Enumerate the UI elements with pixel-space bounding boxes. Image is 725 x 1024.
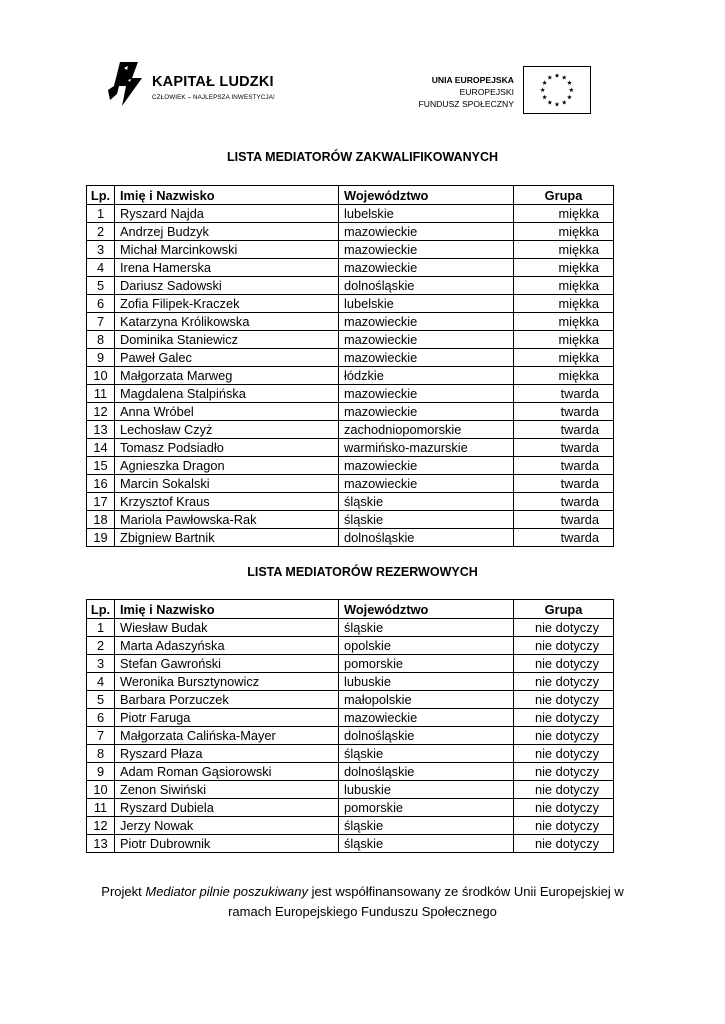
cell-lp: 19	[87, 529, 115, 547]
cell-name: Piotr Faruga	[115, 709, 339, 727]
cell-voivodeship: śląskie	[339, 835, 514, 853]
reserve-mediators-table	[86, 599, 614, 853]
cell-name: Dominika Staniewicz	[115, 331, 339, 349]
cell-lp: 11	[87, 385, 115, 403]
cell-name: Adam Roman Gąsiorowski	[115, 763, 339, 781]
cell-lp: 8	[87, 745, 115, 763]
cell-group: nie dotyczy	[514, 691, 614, 709]
cell-group: nie dotyczy	[514, 763, 614, 781]
cell-voivodeship: zachodniopomorskie	[339, 421, 514, 439]
table-row	[87, 493, 614, 511]
cell-lp: 4	[87, 673, 115, 691]
qualified-list-title: LISTA MEDIATORÓW ZAKWALIFIKOWANYCH	[226, 150, 499, 164]
cell-lp: 14	[87, 439, 115, 457]
cell-name: Jerzy Nowak	[115, 817, 339, 835]
cell-voivodeship: dolnośląskie	[339, 763, 514, 781]
cell-group: miękka	[514, 331, 614, 349]
kapital-ludzki-tagline: CZŁOWIEK – NAJLEPSZA INWESTYCJA!	[152, 94, 275, 101]
footer-note	[0, 882, 725, 922]
eu-logo-text	[419, 74, 515, 110]
cell-name: Agnieszka Dragon	[115, 457, 339, 475]
kapital-ludzki-name: KAPITAŁ LUDZKI	[152, 74, 274, 90]
column-header-name: Imię i Nazwisko	[115, 186, 339, 205]
cell-voivodeship: warmińsko-mazurskie	[339, 439, 514, 457]
table-row	[87, 637, 614, 655]
footer-suffix: jest współfinansowany ze środków Unii Europejskiej w	[307, 884, 624, 899]
cell-group: twarda	[514, 511, 614, 529]
table-row	[87, 367, 614, 385]
star-icon	[567, 95, 572, 100]
cell-name: Weronika Bursztynowicz	[115, 673, 339, 691]
cell-voivodeship: pomorskie	[339, 799, 514, 817]
cell-group: nie dotyczy	[514, 709, 614, 727]
eu-logo-line2: EUROPEJSKI	[459, 87, 514, 97]
cell-name: Piotr Dubrownik	[115, 835, 339, 853]
cell-voivodeship: mazowieckie	[339, 709, 514, 727]
cell-voivodeship: dolnośląskie	[339, 727, 514, 745]
cell-voivodeship: śląskie	[339, 745, 514, 763]
column-header-name: Imię i Nazwisko	[115, 600, 339, 619]
kapital-ludzki-logo	[108, 60, 278, 110]
cell-lp: 2	[87, 637, 115, 655]
column-header-group: Grupa	[514, 600, 614, 619]
star-icon	[547, 100, 552, 105]
cell-group: nie dotyczy	[514, 673, 614, 691]
table-row	[87, 799, 614, 817]
cell-group: miękka	[514, 367, 614, 385]
cell-lp: 4	[87, 259, 115, 277]
table-header-row	[87, 600, 614, 619]
eu-logo-line1: UNIA EUROPEJSKA	[431, 75, 514, 85]
cell-group: nie dotyczy	[514, 655, 614, 673]
cell-name: Andrzej Budzyk	[115, 223, 339, 241]
cell-group: twarda	[514, 421, 614, 439]
cell-lp: 12	[87, 403, 115, 421]
column-header-lp: Lp.	[87, 600, 115, 619]
cell-voivodeship: dolnośląskie	[339, 277, 514, 295]
cell-lp: 8	[87, 331, 115, 349]
table-row	[87, 511, 614, 529]
table-row	[87, 421, 614, 439]
cell-name: Mariola Pawłowska-Rak	[115, 511, 339, 529]
cell-name: Małgorzata Calińska-Mayer	[115, 727, 339, 745]
cell-group: nie dotyczy	[514, 799, 614, 817]
table-row	[87, 277, 614, 295]
qualified-table-body	[87, 205, 614, 547]
table-row	[87, 313, 614, 331]
cell-voivodeship: mazowieckie	[339, 385, 514, 403]
table-row	[87, 781, 614, 799]
reserve-table-body	[87, 619, 614, 853]
cell-group: miękka	[514, 295, 614, 313]
kapital-ludzki-logo-icon	[108, 60, 146, 108]
table-row	[87, 619, 614, 637]
cell-lp: 6	[87, 295, 115, 313]
table-header-row	[87, 186, 614, 205]
cell-group: miękka	[514, 259, 614, 277]
cell-name: Anna Wróbel	[115, 403, 339, 421]
cell-lp: 2	[87, 223, 115, 241]
cell-name: Ryszard Najda	[115, 205, 339, 223]
cell-name: Krzysztof Kraus	[115, 493, 339, 511]
footer-line1	[0, 882, 725, 902]
cell-voivodeship: śląskie	[339, 511, 514, 529]
cell-lp: 16	[87, 475, 115, 493]
cell-voivodeship: lubuskie	[339, 673, 514, 691]
star-icon	[567, 80, 572, 85]
cell-name: Wiesław Budak	[115, 619, 339, 637]
cell-name: Marta Adaszyńska	[115, 637, 339, 655]
cell-group: twarda	[514, 385, 614, 403]
cell-lp: 1	[87, 619, 115, 637]
cell-name: Ryszard Dubiela	[115, 799, 339, 817]
cell-group: miękka	[514, 223, 614, 241]
column-header-lp: Lp.	[87, 186, 115, 205]
cell-group: twarda	[514, 403, 614, 421]
cell-group: nie dotyczy	[514, 817, 614, 835]
cell-voivodeship: śląskie	[339, 817, 514, 835]
cell-voivodeship: mazowieckie	[339, 349, 514, 367]
cell-voivodeship: śląskie	[339, 619, 514, 637]
cell-group: nie dotyczy	[514, 835, 614, 853]
cell-group: twarda	[514, 529, 614, 547]
table-row	[87, 655, 614, 673]
cell-lp: 7	[87, 727, 115, 745]
cell-voivodeship: lubelskie	[339, 205, 514, 223]
cell-lp: 10	[87, 367, 115, 385]
table-row	[87, 403, 614, 421]
cell-group: miękka	[514, 313, 614, 331]
footer-line2: ramach Europejskiego Funduszu Społecznego	[228, 904, 497, 919]
cell-name: Małgorzata Marweg	[115, 367, 339, 385]
cell-voivodeship: mazowieckie	[339, 259, 514, 277]
cell-lp: 11	[87, 799, 115, 817]
cell-voivodeship: łódzkie	[339, 367, 514, 385]
cell-group: nie dotyczy	[514, 637, 614, 655]
table-row	[87, 331, 614, 349]
cell-group: miękka	[514, 277, 614, 295]
cell-lp: 12	[87, 817, 115, 835]
cell-voivodeship: małopolskie	[339, 691, 514, 709]
star-icon	[547, 75, 552, 80]
table-row	[87, 745, 614, 763]
cell-lp: 3	[87, 655, 115, 673]
cell-name: Irena Hamerska	[115, 259, 339, 277]
table-row	[87, 223, 614, 241]
eu-flag-icon	[523, 66, 591, 114]
cell-name: Lechosław Czyż	[115, 421, 339, 439]
cell-group: miękka	[514, 349, 614, 367]
cell-lp: 18	[87, 511, 115, 529]
cell-group: miękka	[514, 241, 614, 259]
cell-name: Tomasz Podsiadło	[115, 439, 339, 457]
reserve-list-title: LISTA MEDIATORÓW REZERWOWYCH	[247, 565, 478, 579]
table-row	[87, 709, 614, 727]
star-icon	[555, 73, 560, 78]
cell-name: Zenon Siwiński	[115, 781, 339, 799]
cell-voivodeship: mazowieckie	[339, 403, 514, 421]
cell-name: Katarzyna Królikowska	[115, 313, 339, 331]
cell-voivodeship: opolskie	[339, 637, 514, 655]
table-row	[87, 439, 614, 457]
qualified-mediators-table	[86, 185, 614, 547]
footer-project-name: Mediator pilnie poszukiwany	[145, 884, 308, 899]
cell-group: twarda	[514, 475, 614, 493]
table-row	[87, 529, 614, 547]
cell-group: nie dotyczy	[514, 781, 614, 799]
star-icon	[540, 88, 545, 93]
cell-voivodeship: śląskie	[339, 493, 514, 511]
table-row	[87, 295, 614, 313]
cell-voivodeship: mazowieckie	[339, 475, 514, 493]
cell-voivodeship: mazowieckie	[339, 331, 514, 349]
cell-name: Zofia Filipek-Kraczek	[115, 295, 339, 313]
cell-voivodeship: dolnośląskie	[339, 529, 514, 547]
cell-name: Barbara Porzuczek	[115, 691, 339, 709]
cell-lp: 7	[87, 313, 115, 331]
table-row	[87, 205, 614, 223]
cell-group: nie dotyczy	[514, 745, 614, 763]
cell-group: twarda	[514, 493, 614, 511]
cell-group: twarda	[514, 439, 614, 457]
cell-group: nie dotyczy	[514, 619, 614, 637]
star-icon	[555, 102, 560, 107]
cell-name: Michał Marcinkowski	[115, 241, 339, 259]
cell-lp: 17	[87, 493, 115, 511]
table-row	[87, 691, 614, 709]
cell-name: Paweł Galec	[115, 349, 339, 367]
table-row	[87, 727, 614, 745]
cell-voivodeship: mazowieckie	[339, 241, 514, 259]
cell-name: Ryszard Płaza	[115, 745, 339, 763]
table-row	[87, 763, 614, 781]
cell-group: nie dotyczy	[514, 727, 614, 745]
eu-logo-line3: FUNDUSZ SPOŁECZNY	[418, 99, 514, 109]
table-row	[87, 457, 614, 475]
cell-voivodeship: lubelskie	[339, 295, 514, 313]
star-icon	[562, 100, 567, 105]
star-icon	[562, 75, 567, 80]
cell-lp: 3	[87, 241, 115, 259]
cell-voivodeship: lubuskie	[339, 781, 514, 799]
table-row	[87, 835, 614, 853]
cell-lp: 9	[87, 763, 115, 781]
eu-logo	[420, 66, 592, 114]
star-icon	[569, 88, 574, 93]
cell-lp: 6	[87, 709, 115, 727]
star-icon	[542, 95, 547, 100]
eu-stars	[540, 73, 573, 106]
cell-name: Magdalena Stalpińska	[115, 385, 339, 403]
cell-lp: 5	[87, 691, 115, 709]
table-row	[87, 475, 614, 493]
cell-voivodeship: mazowieckie	[339, 457, 514, 475]
cell-voivodeship: mazowieckie	[339, 223, 514, 241]
cell-group: miękka	[514, 205, 614, 223]
cell-name: Marcin Sokalski	[115, 475, 339, 493]
table-row	[87, 241, 614, 259]
cell-lp: 13	[87, 421, 115, 439]
cell-name: Zbigniew Bartnik	[115, 529, 339, 547]
star-icon	[542, 80, 547, 85]
cell-voivodeship: mazowieckie	[339, 313, 514, 331]
cell-name: Dariusz Sadowski	[115, 277, 339, 295]
table-row	[87, 385, 614, 403]
cell-lp: 9	[87, 349, 115, 367]
cell-lp: 15	[87, 457, 115, 475]
column-header-voivodeship: Województwo	[339, 600, 514, 619]
cell-lp: 1	[87, 205, 115, 223]
cell-group: twarda	[514, 457, 614, 475]
cell-lp: 10	[87, 781, 115, 799]
cell-voivodeship: pomorskie	[339, 655, 514, 673]
table-row	[87, 673, 614, 691]
column-header-voivodeship: Województwo	[339, 186, 514, 205]
cell-name: Stefan Gawroński	[115, 655, 339, 673]
column-header-group: Grupa	[514, 186, 614, 205]
table-row	[87, 259, 614, 277]
table-row	[87, 349, 614, 367]
cell-lp: 13	[87, 835, 115, 853]
table-row	[87, 817, 614, 835]
footer-prefix: Projekt	[101, 884, 146, 899]
cell-lp: 5	[87, 277, 115, 295]
